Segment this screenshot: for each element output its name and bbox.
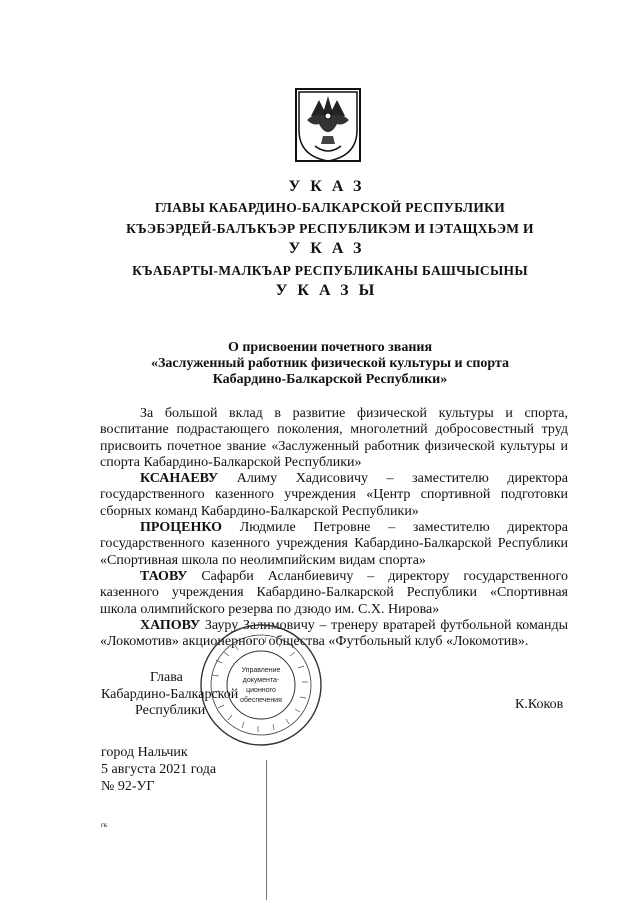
issuer-russian: ГЛАВЫ КАБАРДИНО-БАЛКАРСКОЙ РЕСПУБЛИКИ — [154, 200, 506, 215]
signature-title-line3: Республики — [135, 703, 206, 718]
decree-title-line2: «Заслуженный работник физической культуры и спорта — [150, 356, 510, 371]
executor-initials: гк — [101, 821, 108, 829]
issue-date: 5 августа 2021 года — [101, 762, 217, 777]
decree-body — [100, 406, 568, 650]
issue-city: город Нальчик — [101, 745, 188, 760]
recipient-surname: ПРОЦЕНКО — [140, 520, 223, 536]
recipient-surname: ХАПОВУ — [140, 617, 201, 633]
signature-title-line1: Глава — [150, 670, 183, 685]
seal-inner-line2: документа- — [242, 677, 280, 684]
award-paragraph-1 — [100, 471, 568, 520]
issuer-balkar: КЪАБАРТЫ-МАЛКЪАР РЕСПУБЛИКАНЫ БАШЧЫСЫНЫ — [132, 263, 528, 278]
decree-heading-balkar: УКАЗЫ — [275, 282, 385, 299]
recipient-details: Алиму Хадисовичу – заместителю директора государственного казенного учреждения «Центр спортивной подготовки сборных команд Кабардино-Балкарской Республики» — [100, 471, 568, 519]
decree-heading: УКАЗ — [288, 178, 372, 195]
decree-title-line1: О присвоении почетного звания — [227, 340, 433, 355]
recipient-details: Зауру Залимовичу – тренеру вратарей футбольной команды «Локомотив» акционерного общества «Футбольный клуб «Локомотив». — [100, 617, 568, 650]
official-seal-stamp — [196, 620, 326, 750]
intro-paragraph: За большой вклад в развитие физической культуры и спорта, воспитание подрастающего поколения, многолетний добросовестный труд присвоить почетное звание «Заслуженный работник физической культуры и спорта Кабардино-Балкарской Республики» — [100, 406, 568, 470]
signatory-name: К.Коков — [515, 697, 564, 712]
coat-of-arms-emblem — [293, 86, 363, 164]
award-paragraph-4 — [100, 618, 568, 651]
award-paragraph-2 — [100, 520, 568, 569]
decree-number: № 92-УГ — [101, 779, 155, 794]
seal-inner-line3: ционного — [246, 687, 276, 694]
award-paragraph-3 — [100, 569, 568, 618]
decree-heading-kabardian: УКАЗ — [288, 240, 372, 257]
scan-margin-line — [266, 760, 267, 900]
recipient-details: Людмиле Петровне – заместителю директора государственного казенного учреждения Кабардино-Балкарской Республики «Спортивная школа по неолимпийским видам спорта» — [100, 520, 568, 568]
recipient-surname: ТАОВУ — [140, 568, 188, 584]
recipient-details: Сафарби Асланбиевичу – директору государственного казенного учреждения Кабардино-Балкарской Республики «Спортивная школа олимпийского резерва по дзюдо им. С.Х. Нирова» — [100, 568, 568, 617]
decree-title-line3: Кабардино-Балкарской Республики» — [212, 372, 448, 387]
seal-inner-line4: обеспечения — [240, 697, 282, 704]
seal-inner-line1: Управление — [241, 667, 281, 674]
signature-title-line2: Кабардино-Балкарской — [101, 687, 239, 702]
recipient-surname: КСАНАЕВУ — [140, 471, 219, 487]
issuer-kabardian: КЪЭБЭРДЕЙ-БАЛЪКЪЭР РЕСПУБЛИКЭМ И IЭТАЩХЬЭМ И — [126, 221, 534, 236]
